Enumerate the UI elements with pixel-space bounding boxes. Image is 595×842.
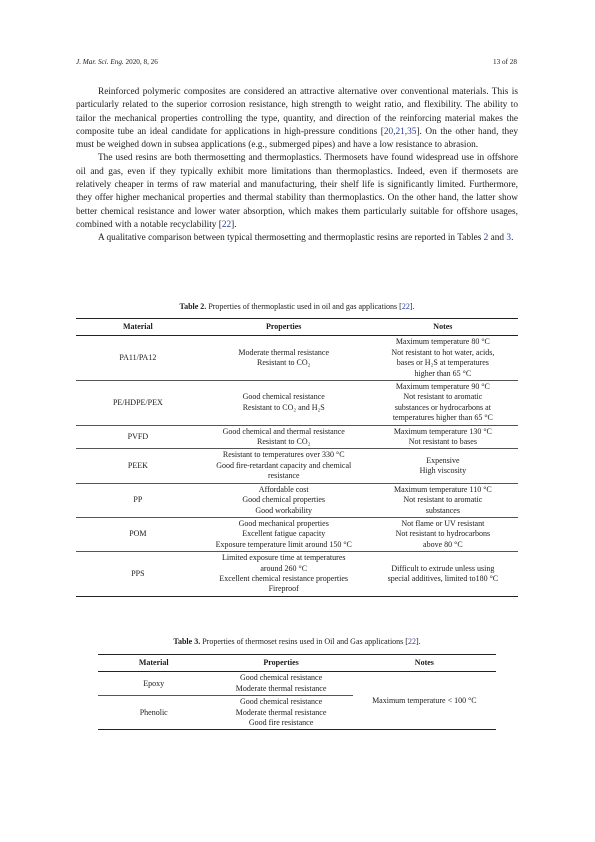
cell-line: Not resistant to hydrocarbons [395, 529, 491, 539]
cell-line: temperatures higher than 65 °C [392, 413, 493, 423]
body-text [76, 86, 518, 246]
table-2 [76, 318, 518, 597]
paragraph-3 [76, 232, 518, 245]
table-row [76, 449, 518, 483]
table-label: Table 2. [179, 302, 207, 311]
table-3-caption [76, 637, 518, 646]
table-2-link[interactable]: 2 [483, 233, 489, 244]
cell-line: Resistant to CO₂ and H₂S [242, 402, 325, 412]
column-header-notes: Notes [368, 319, 518, 336]
citation-link[interactable]: 20,21,35 [383, 126, 417, 137]
cell-line: Moderate thermal resistance [238, 347, 330, 357]
properties-cell [200, 425, 368, 449]
cell-line: Good mechanical properties [238, 518, 329, 528]
paragraph-text: Reinforced polymeric composites are considered an attractive alternative over conventional materials. This is particularly related to the superior corrosion resistance, high strength to weight ratio, and flexibility. The ability to tailor the mechanical properties controlling the type, quantity, and direction of the reinforcing material makes the composite tube an ideal candidate for applications in high-pressure conditions [ [76, 87, 518, 137]
table-row [98, 672, 496, 696]
table-2-caption [76, 302, 518, 311]
cell-line: Excellent chemical resistance properties [219, 573, 349, 583]
paragraph-2 [76, 152, 518, 232]
cell-line: bases or H₂S at temperatures [396, 358, 489, 368]
citation-link[interactable]: 22 [407, 637, 416, 646]
paragraph-text: and [488, 233, 507, 244]
paragraph-1 [76, 86, 518, 152]
properties-cell [200, 483, 368, 517]
caption-text: ]. [409, 302, 415, 311]
cell-line: Resistant to CO₂ [256, 437, 311, 447]
material-cell: PE/HDPE/PEX [76, 381, 200, 426]
cell-line: Expensive [426, 455, 460, 465]
cell-line: Maximum temperature 110 °C [393, 484, 492, 494]
notes-cell [368, 381, 518, 426]
column-header-notes: Notes [353, 655, 496, 672]
paragraph-text: ]. [231, 219, 237, 230]
notes-cell [368, 336, 518, 381]
material-cell: Phenolic [139, 707, 168, 717]
table-label: Table 3. [173, 637, 201, 646]
cell-line: Good chemical properties [242, 495, 326, 505]
material-cell: Epoxy [98, 672, 209, 696]
cell-line: Resistant to temperatures over 330 °C [222, 450, 345, 460]
cell-line: High viscosity [419, 466, 467, 476]
table-row [76, 336, 518, 381]
citation-link[interactable]: 22 [221, 219, 232, 230]
paragraph-text: A qualitative comparison between typical thermosetting and thermoplastic resins are reported in Tables [98, 233, 484, 244]
cell-line: Difficult to extrude unless using [391, 563, 495, 573]
cell-line: Good chemical resistance [242, 392, 325, 402]
cell-line: around 260 °C [260, 563, 308, 573]
notes-cell [368, 449, 518, 483]
cell-line: Maximum temperature 80 °C [395, 337, 490, 347]
table-row [76, 425, 518, 449]
material-cell: PVFD [76, 425, 200, 449]
caption-text: ]. [415, 637, 421, 646]
column-header-properties: Properties [209, 655, 352, 672]
journal-citation [76, 58, 158, 66]
cell-line: Moderate thermal resistance [235, 707, 327, 717]
cell-line: resistance [267, 471, 300, 481]
column-header-material: Material [76, 319, 200, 336]
cell-line: Not flame or UV resistant [401, 518, 485, 528]
cell-line: Resistant to CO₂ [256, 358, 311, 368]
material-cell: POM [76, 517, 200, 551]
properties-cell [200, 449, 368, 483]
cell-line: Good chemical resistance [239, 697, 323, 707]
material-cell: PPS [131, 568, 145, 578]
cell-line: Maximum temperature 130 °C [393, 426, 492, 436]
table-row [76, 483, 518, 517]
cell-line: Good workability [255, 505, 313, 515]
table-3-link[interactable]: 3 [506, 233, 512, 244]
cell-line: Maximum temperature 90 °C [395, 382, 490, 392]
notes-cell-shared: Maximum temperature < 100 °C [372, 695, 477, 705]
material-cell: PP [76, 483, 200, 517]
cell-line: Not resistant to aromatic [403, 392, 483, 402]
cell-line: higher than 65 °C [414, 368, 472, 378]
notes-cell [368, 425, 518, 449]
cell-line: Good fire-retardant capacity and chemical [216, 460, 352, 470]
cell-line: special additives, limited to180 °C [387, 573, 499, 583]
cell-line: Good chemical resistance [239, 673, 323, 683]
column-header-material: Material [98, 655, 209, 672]
cell-line: Exposure temperature limit around 150 °C [215, 539, 352, 549]
paragraph-text: ]. On the other hand, they must be weighed down in subsea applications (e.g., submerged pipes) and have a low resistance to abrasion. [76, 126, 518, 151]
journal-year-volume: 2020, 8, 26 [125, 58, 158, 66]
material-cell: PEEK [76, 449, 200, 483]
notes-cell [368, 483, 518, 517]
table-row [76, 552, 518, 597]
material-cell: PA11/PA12 [76, 336, 200, 381]
table-row [76, 381, 518, 426]
column-header-properties: Properties [200, 319, 368, 336]
running-header [76, 58, 517, 66]
caption-text: Properties of thermoset resins used in Oil and Gas applications [ [200, 637, 408, 646]
cell-line: Good chemical and thermal resistance [222, 426, 345, 436]
cell-line: Fireproof [268, 584, 299, 594]
properties-cell [200, 552, 368, 597]
citation-link[interactable]: 22 [401, 302, 410, 311]
journal-name: J. Mar. Sci. Eng. [76, 58, 124, 66]
notes-cell [368, 517, 518, 551]
cell-line: above 80 °C [423, 539, 463, 549]
properties-cell [200, 381, 368, 426]
cell-line: substances [425, 505, 460, 515]
properties-cell [200, 517, 368, 551]
cell-line: substances or hydrocarbons at [394, 402, 491, 412]
cell-line: Excellent fatigue capacity [242, 529, 326, 539]
page-number: 13 of 28 [493, 58, 517, 66]
properties-cell [209, 672, 352, 696]
paragraph-text: The used resins are both thermosetting and thermoplastics. Thermosets have found widespread use in offshore oil and gas, even if they typically exhibit more limitations than thermoplastics. Indeed, even if thermosets are relatively cheaper in terms of raw material and manufacturing, their shelf life is significantly limited. Furthermore, they offer higher mechanical properties and thermal stability than thermoplastics. On the other hand, the latter show better chemical resistance and lower water absorption, which makes them particularly suitable for offshore usages, combined with a notable recyclability [ [76, 153, 518, 230]
notes-cell [368, 552, 518, 597]
cell-line: Not resistant to hot water, acids, [391, 347, 495, 357]
cell-line: Good fire resistance [248, 718, 314, 728]
properties-cell [209, 696, 352, 730]
table-3 [98, 654, 496, 730]
cell-line: Not resistant to aromatic [403, 495, 483, 505]
cell-line: Affordable cost [258, 484, 309, 494]
table-row [76, 517, 518, 551]
paragraph-text: . [511, 233, 514, 244]
cell-line: Limited exposure time at temperatures [221, 553, 346, 563]
properties-cell [200, 336, 368, 381]
cell-line: Not resistant to bases [408, 437, 477, 447]
caption-text: Properties of thermoplastic used in oil and gas applications [ [206, 302, 402, 311]
cell-line: Moderate thermal resistance [235, 683, 327, 693]
